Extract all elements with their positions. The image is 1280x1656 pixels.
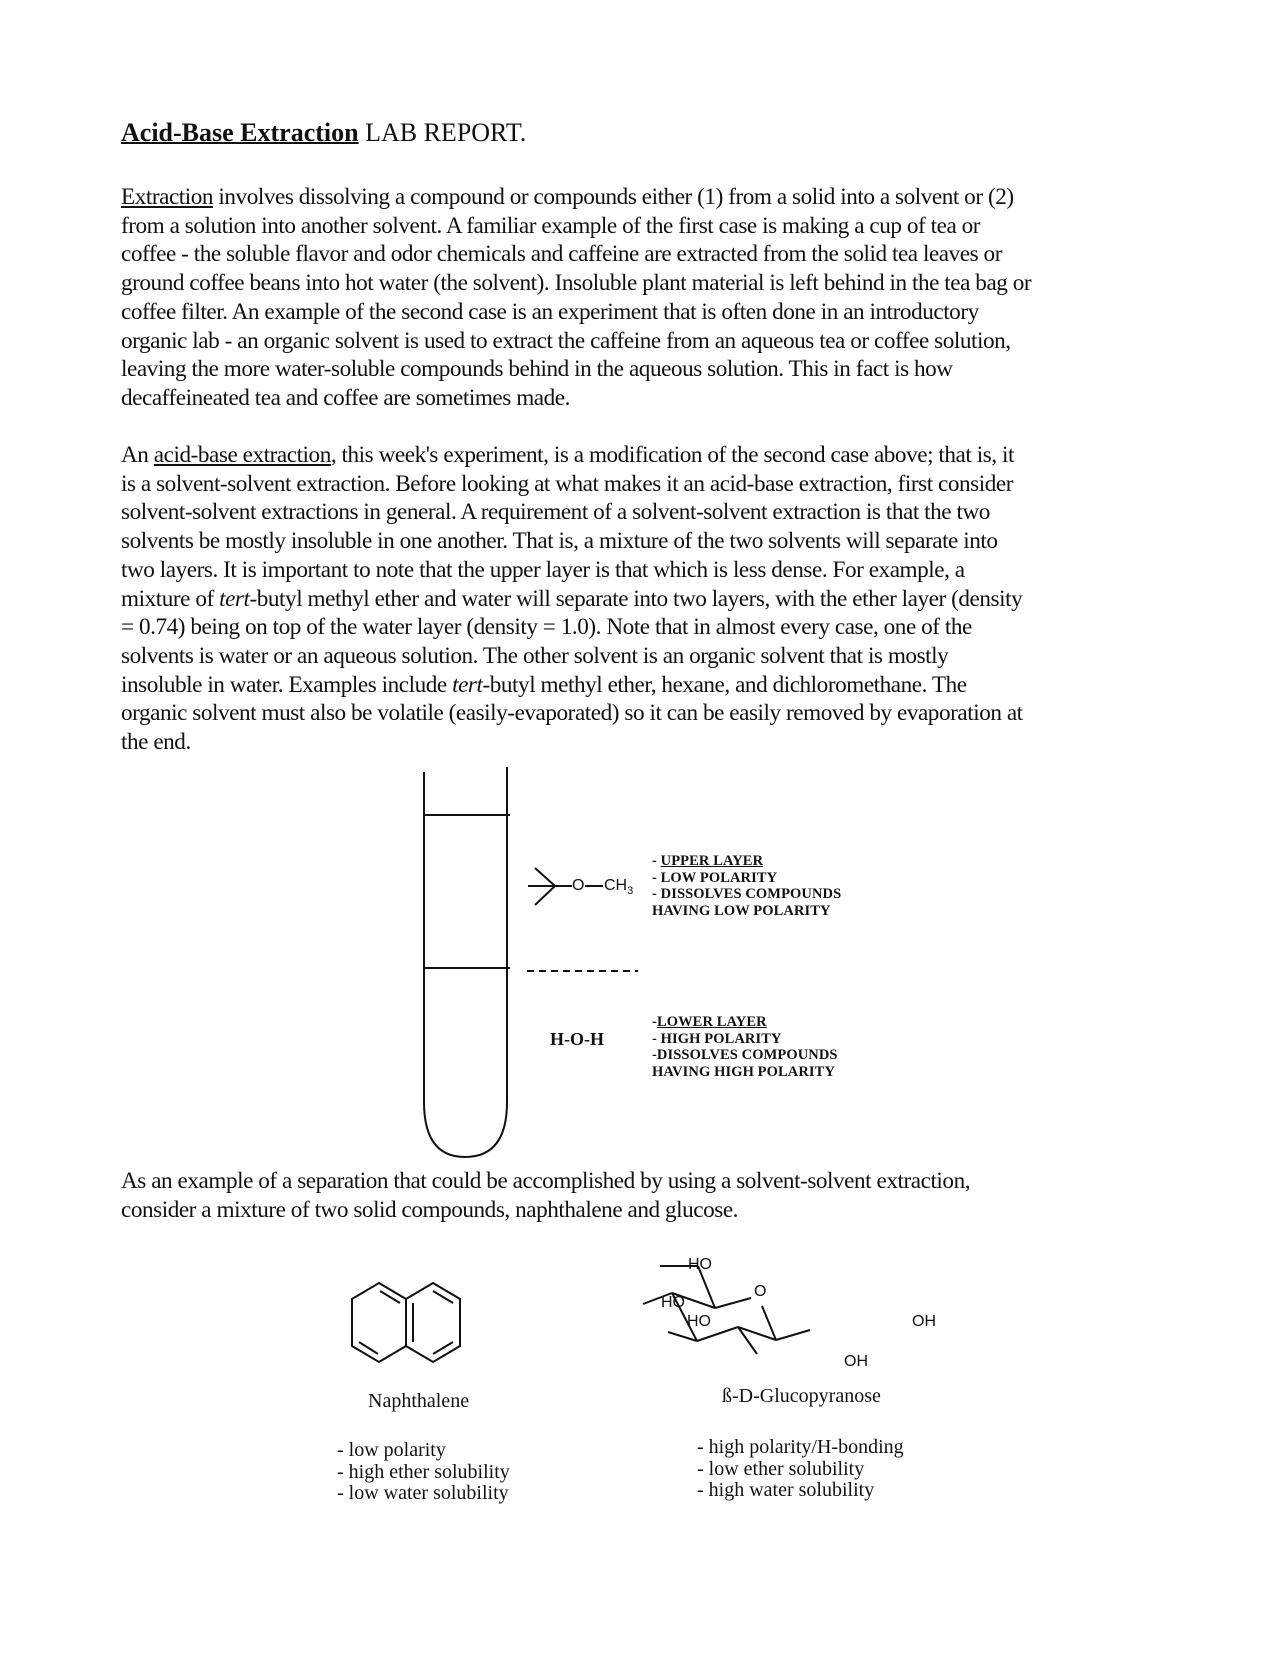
text-fragment: -butyl methyl ether, hexane, and dichloromethane. The: [482, 671, 967, 698]
lower-layer-description: [652, 1014, 838, 1080]
glucose-ho-top: HO: [688, 1256, 712, 1273]
caption-rest: -Glucopyranose: [753, 1385, 881, 1407]
property-item: - high polarity/H-bonding: [697, 1436, 904, 1458]
dash: -: [652, 1014, 657, 1030]
text-fragment: , this week's experiment, is a modification of the second case above; that is, it: [330, 442, 1014, 468]
title-bold: Acid-Base Extraction: [121, 118, 359, 147]
text-fragment: insoluble in water. Examples include: [121, 671, 453, 698]
text-line: two layers. It is important to note that the upper layer is that which is less dense. For example, a: [121, 556, 965, 583]
glucose-ho-left: HO: [661, 1294, 685, 1311]
text-line: consider a mixture of two solid compounds, naphthalene and glucose.: [121, 1196, 739, 1223]
text-line: decaffeineated tea and coffee are sometimes made.: [121, 384, 570, 411]
text-line: coffee filter. An example of the second case is an experiment that is often done in an introductory: [121, 298, 979, 325]
label-line: HAVING LOW POLARITY: [652, 902, 831, 919]
term-extraction: Extraction: [121, 184, 214, 210]
text-line: solvent-solvent extractions in general. A requirement of a solvent-solvent extraction is that the two: [121, 499, 990, 526]
italic-tert: tert: [219, 585, 250, 612]
label-line: HAVING HIGH POLARITY: [652, 1063, 836, 1080]
glucopyranose-caption: [722, 1385, 881, 1408]
property-item: - low polarity: [337, 1439, 446, 1461]
d-small-caps: D: [738, 1385, 754, 1407]
label-line: -DISSOLVES COMPOUNDS: [652, 1047, 838, 1063]
naphthalene-properties: [337, 1440, 510, 1505]
property-item: - high ether solubility: [337, 1460, 510, 1483]
text-line: from a solution into another solvent. A familiar example of the first case is making a cup of tea or: [121, 212, 981, 239]
lower-layer-title: LOWER LAYER: [656, 1014, 767, 1030]
text-line: the end.: [121, 729, 191, 756]
italic-tert: tert: [452, 671, 483, 698]
subscript-3: 3: [627, 885, 634, 898]
text-line: solvents is water or an aqueous solution. The other solvent is an organic solvent that is mostly: [121, 642, 949, 669]
label-line: - HIGH POLARITY: [652, 1030, 782, 1047]
text-line: As an example of a separation that could be accomplished by using a solvent-solvent extraction,: [121, 1168, 971, 1194]
glucose-ring-oxygen: O: [754, 1283, 767, 1300]
text-line: organic solvent must also be volatile (easily-evaporated) so it can be easily removed by evaporation at: [121, 700, 1023, 727]
label-line: - LOW POLARITY: [652, 869, 778, 886]
glucopyranose-properties: [697, 1437, 904, 1502]
naphthalene-caption: Naphthalene: [368, 1390, 470, 1412]
text-line: = 0.74) being on top of the water layer (density = 1.0). Note that in almost every case, one of the: [121, 614, 972, 641]
text-line: involves dissolving a compound or compounds either (1) from a solid into a solvent or (2): [213, 184, 1014, 210]
text-line: is a solvent-solvent extraction. Before looking at what makes it an acid-base extraction, first consider: [121, 470, 1013, 497]
ch-text: CH: [604, 877, 628, 894]
text-line: organic lab - an organic solvent is used to extract the caffeine from an aqueous tea or coffee solution,: [121, 327, 1011, 354]
term-acid-base-extraction: acid-base extraction: [153, 442, 331, 468]
label-line: - DISSOLVES COMPOUNDS: [652, 886, 842, 902]
glucose-ho-mid: HO: [687, 1313, 711, 1330]
ether-methyl-label: [604, 877, 633, 897]
tert-butyl-methyl-ether-structure-icon: [528, 868, 603, 905]
property-item: - low ether solubility: [697, 1457, 865, 1480]
upper-layer-description: [652, 853, 841, 919]
beta-prefix: ß-: [722, 1385, 739, 1407]
property-item: - low water solubility: [337, 1482, 509, 1504]
title-suffix: LAB REPORT.: [358, 118, 527, 147]
ether-oxygen-label: O: [572, 877, 585, 894]
text-fragment: mixture of: [121, 585, 220, 612]
paragraph-example: [121, 1167, 1161, 1224]
naphthalene-structure-icon: [352, 1283, 460, 1362]
property-item: - high water solubility: [697, 1479, 875, 1501]
text-line: coffee - the soluble flavor and odor chemicals and caffeine are extracted from the solid tea leaves or: [121, 241, 1002, 268]
text-line: ground coffee beans into hot water (the solvent). Insoluble plant material is left behind in the tea bag or: [121, 270, 1032, 297]
water-formula-label: H-O-H: [550, 1029, 604, 1049]
glucose-oh-right: OH: [912, 1313, 936, 1330]
glucose-oh-bottom: OH: [844, 1353, 868, 1370]
test-tube-icon: [424, 767, 510, 1157]
upper-layer-title: UPPER LAYER: [660, 853, 764, 869]
text-fragment: An: [121, 442, 154, 468]
text-line: leaving the more water-soluble compounds behind in the aqueous solution. This in fact is how: [121, 356, 953, 383]
text-line: solvents be mostly insoluble in one another. That is, a mixture of the two solvents will separate into: [121, 528, 998, 555]
dash: -: [652, 853, 661, 869]
text-fragment: -butyl methyl ether and water will separate into two layers, with the ether layer (density: [249, 585, 1023, 612]
